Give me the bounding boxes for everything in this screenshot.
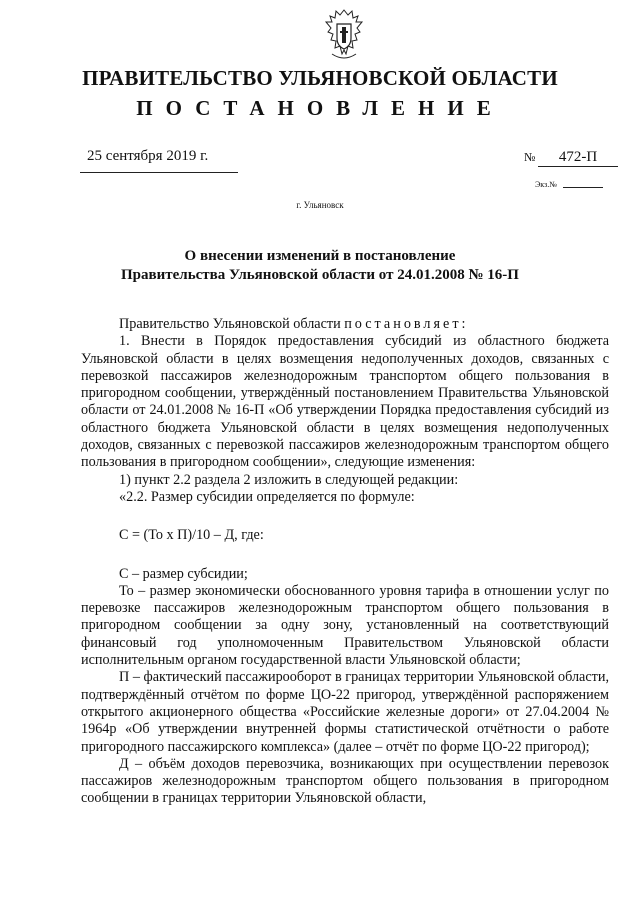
definition-p: П – фактический пассажирооборот в границах территории Ульяновской области, подтверждённый отчётом по форме ЦО-22 пригород, утверждённой распоряжением открытого акционерного общества «Российские железные дороги» от 27.04.2004 № 1964р «Об утверждении внутренней формы статистической отчётности о работе пригородного пассажирского комплекса» (далее – отчёт по форме ЦО-22 пригород); bbox=[81, 669, 609, 755]
definition-c: С – размер субсидии; bbox=[119, 565, 248, 582]
title-line-2: Правительства Ульяновской области от 24.01.2008 № 16-П bbox=[121, 267, 519, 283]
formula: С = (То х П)/10 – Д, где: bbox=[119, 527, 264, 544]
government-name: ПРАВИТЕЛЬСТВО УЛЬЯНОВСКОЙ ОБЛАСТИ bbox=[82, 66, 558, 90]
definition-t: То – размер экономически обоснованного уровня тарифа в отношении услуг по перевозке пассажиров железнодорожным транспортом общего пользования в пригородном сообщении за одну зону, установленный на соответствующий финансовый год уполномоченным Правительством Ульяновской области исполнительным органом государственной власти Ульяновской области; bbox=[81, 582, 609, 669]
intro-subject: Правительство Ульяновской области bbox=[119, 316, 341, 332]
paragraph-2: 1) пункт 2.2 раздела 2 изложить в следующей редакции: bbox=[119, 471, 459, 488]
number-sign: № bbox=[524, 150, 536, 164]
intro-paragraph bbox=[81, 316, 609, 333]
coat-of-arms-emblem bbox=[322, 8, 366, 64]
date-underline bbox=[80, 172, 238, 173]
document-body bbox=[81, 316, 609, 808]
document-type: ПОСТАНОВЛЕНИЕ bbox=[136, 96, 504, 120]
document-number: 472-П bbox=[538, 148, 618, 167]
title-line-1: О внесении изменений в постановление bbox=[184, 248, 456, 264]
paragraph-1: 1. Внести в Порядок предоставления субсидий из областного бюджета Ульяновской области в целях возмещения недополученных доходов, связанных с перевозкой пассажиров железнодорожным транспортом общего пользования в пригородном сообщении, утверждённый постановлением Правительства Ульяновской области от 24.01.2008 № 16-П «Об утверждении Порядка предоставления субсидий из областного бюджета Ульяновской области в целях возмещения недополученных доходов, связанных с перевозкой пассажиров железнодорожным транспортом общего пользования в пригородном сообщении», следующие изменения: bbox=[81, 333, 609, 471]
definition-d: Д – объём доходов перевозчика, возникающих при осуществлении перевозок пассажиров железнодорожным транспортом общего пользования в пригородном сообщении в границах территории Ульяновской области, bbox=[81, 755, 609, 807]
document-date: 25 сентября 2019 г. bbox=[87, 148, 209, 164]
document-title bbox=[0, 247, 640, 285]
copy-number-line bbox=[563, 187, 603, 188]
city-name: г. Ульяновск bbox=[296, 200, 344, 210]
copy-number-label: Экз.№ bbox=[535, 180, 557, 189]
paragraph-3: «2.2. Размер субсидии определяется по формуле: bbox=[119, 488, 415, 505]
intro-verb: постановляет: bbox=[344, 316, 469, 332]
